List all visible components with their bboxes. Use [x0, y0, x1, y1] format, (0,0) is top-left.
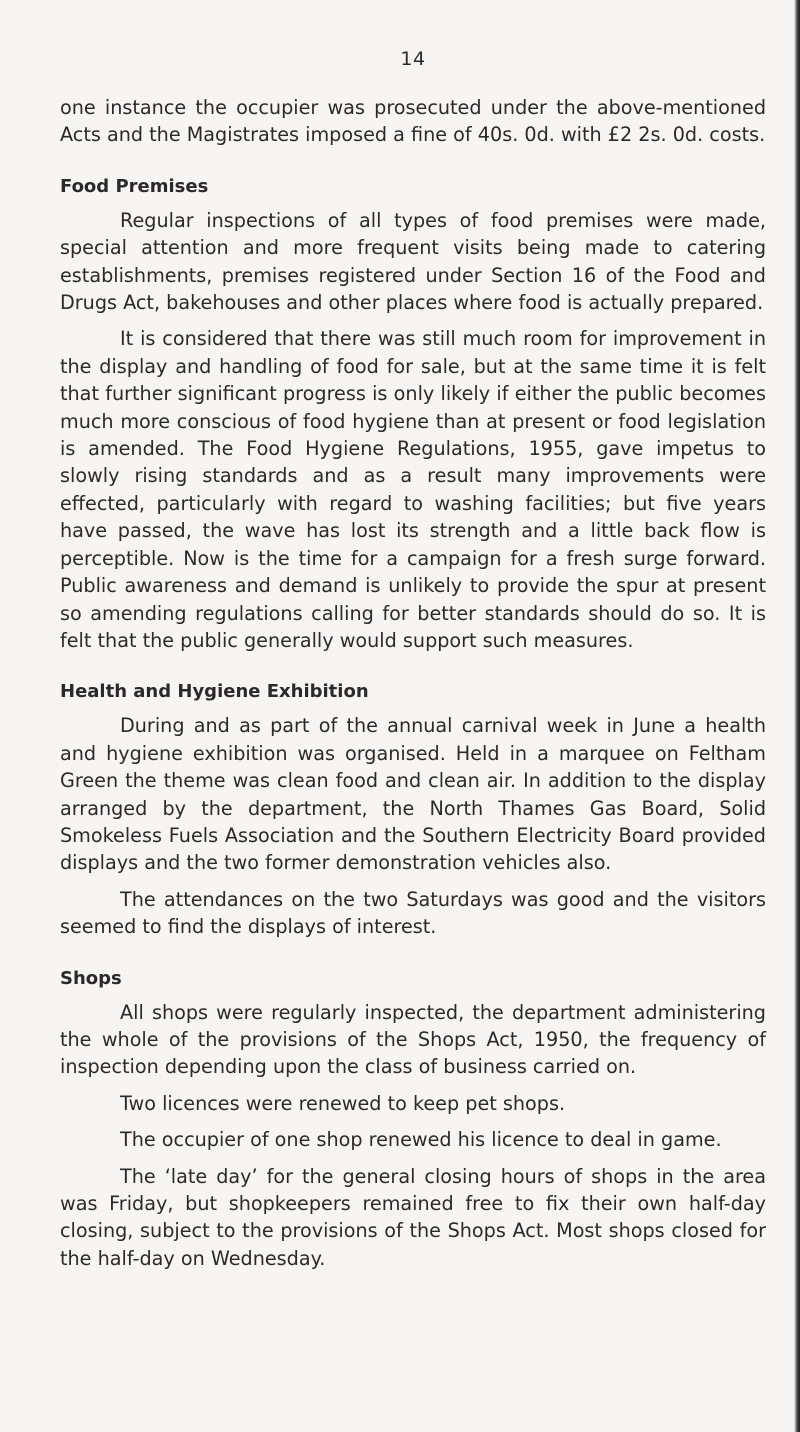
paragraph: The occupier of one shop renewed his licence to deal in game. [120, 1128, 722, 1152]
section-food-premises [60, 175, 766, 655]
page-edge-shadow [794, 0, 800, 1432]
paragraph: The attendances on the two Saturdays was good and the visitors seemed to find the displays of interest. [60, 887, 766, 939]
section-heading: Health and Hygiene Exhibition [60, 681, 369, 703]
paragraph: Two licences were renewed to keep pet shops. [120, 1091, 566, 1115]
paragraph: All shops were regularly inspected, the department administering the whole of the provisions of the Shops Act, 1950, the frequency of inspection depending upon the class of business carried on. [60, 1000, 766, 1079]
paragraph: The ‘late day’ for the general closing hours of shops in the area was Friday, but shopkeepers remained free to fix their own half-day closing, subject to the provisions of the Shops Act. Most shops closed for the half-day on Wednesday. [60, 1164, 766, 1270]
paragraph: It is considered that there was still much room for improvement in the display and handling of food for sale, but at the same time it is felt that further significant progress is only likely if either the public becomes much more conscious of food hygiene than at present or food legislation is amended. The Food Hygiene Regulations, 1955, gave impetus to slowly rising standards and as a result many improvements were effected, particularly with regard to washing facilities; but five years have passed, the wave has lost its strength and a little back flow is perceptible. Now is the time for a campaign for a fresh surge forward. Public awareness and demand is unlikely to provide the spur at present so amending regulations calling for better standards should do so. It is felt that the public generally would support such measures. [60, 327, 766, 652]
opening-paragraph: one instance the occupier was prosecuted under the above-mentioned Acts and the Magistrates imposed a fine of 40s. 0d. with £2 2s. 0d. costs. [60, 96, 766, 147]
document-page [60, 48, 766, 1272]
paragraph: During and as part of the annual carnival week in June a health and hygiene exhibition was organised. Held in a marquee on Feltham Green the theme was clean food and clean air. In addition to the display arranged by the department, the North Thames Gas Board, Solid Smokeless Fuels Association and the Southern Electricity Board provided displays and the two former demonstration vehicles also. [60, 714, 766, 875]
page-number: 14 [400, 48, 426, 70]
section-shops [60, 967, 766, 1273]
section-heading: Food Premises [60, 175, 209, 197]
section-heading: Shops [60, 967, 122, 989]
paragraph: Regular inspections of all types of food premises were made, special attention and more frequent visits being made to catering establishments, premises registered under Section 16 of the Food and Drugs Act, bakehouses and other places where food is actually prepared. [60, 208, 766, 315]
section-health-hygiene-exhibition [60, 680, 766, 940]
